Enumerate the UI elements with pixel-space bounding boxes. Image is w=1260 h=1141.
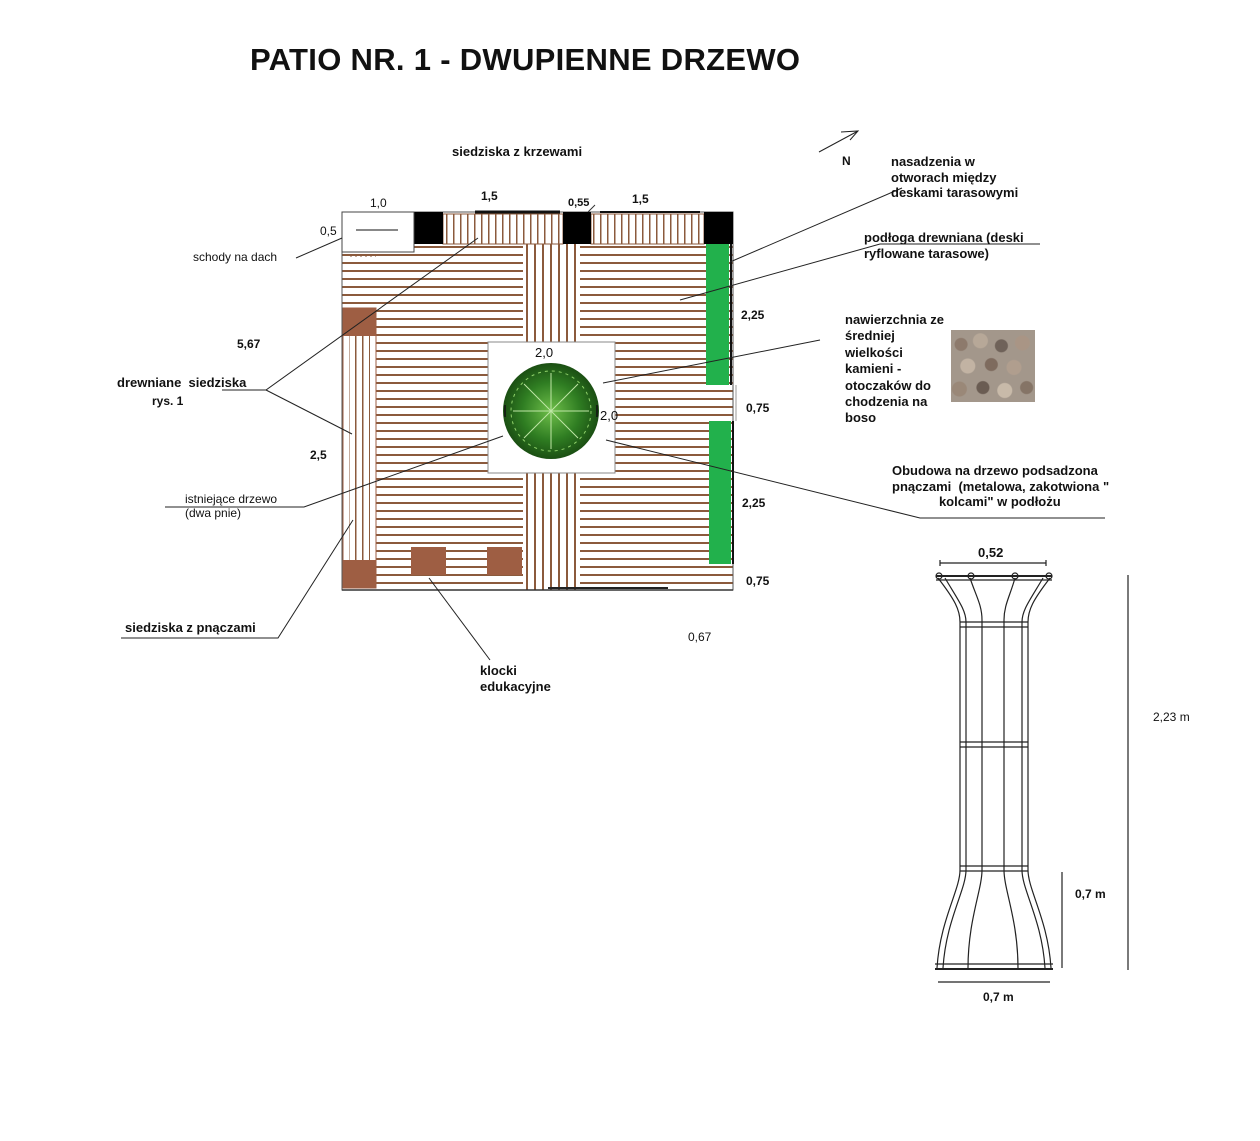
label-existing-tree: istniejące drzewo (dwa pnie): [185, 492, 278, 521]
post-2: [563, 212, 591, 244]
dim-1-0: 1,0: [370, 196, 387, 210]
frame-top-width: 0,52: [978, 545, 1004, 560]
edu-block-2: [487, 547, 522, 575]
dim-1-5-a: 1,5: [481, 189, 498, 203]
dim-0-55: 0,55: [568, 197, 590, 209]
stone-texture-sample: [951, 330, 1035, 402]
frame-base-width: 0,7 m: [983, 990, 1014, 1004]
dim-2-25-a: 2,25: [741, 308, 765, 322]
dim-2-0-right: 2,0: [600, 408, 619, 423]
dim-0-75-b: 0,75: [746, 574, 770, 588]
dim-0-67: 0,67: [688, 630, 712, 644]
dim-0-5: 0,5: [320, 224, 337, 238]
north-arrow-icon: [819, 131, 858, 152]
tree-icon: [503, 363, 599, 459]
label-wood-floor: podłoga drewniana (deski ryflowane tarasowe): [864, 230, 1024, 261]
frame-height: 2,23 m: [1153, 710, 1190, 724]
label-seats-shrubs: siedziska z krzewami: [452, 144, 583, 159]
label-tree-enclosure: Obudowa na drzewo podsadzona pnączami (metalowa, zakotwiona " kolcami" w podłożu: [892, 463, 1110, 510]
left-wooden-seat: [343, 308, 376, 588]
planting-strip-top: [706, 244, 729, 385]
label-edu-blocks: klocki edukacyjne: [480, 663, 551, 694]
page-title: PATIO NR. 1 - DWUPIENNE DRZEWO: [250, 42, 801, 77]
planting-strip-bottom: [709, 421, 731, 564]
label-seats-climbers: siedziska z pnączami: [125, 620, 256, 635]
dim-5-67: 5,67: [237, 337, 261, 351]
edu-block-1: [411, 547, 446, 575]
label-stone-surface: nawierzchnia ze średniej wielkości kamieni - otoczaków do chodzenia na boso: [845, 312, 944, 426]
label-stairs: schody na dach: [193, 250, 278, 264]
dim-0-75-a: 0,75: [746, 401, 770, 415]
post-1: [414, 212, 443, 244]
label-plantings: nasadzenia w otworach między deskami tarasowymi: [891, 154, 1019, 201]
north-label: N: [842, 154, 851, 168]
dim-2-25-b: 2,25: [742, 496, 766, 510]
roof-stairs: [342, 212, 414, 256]
tree-enclosure-frame: [935, 560, 1128, 982]
label-fig-ref: rys. 1: [152, 394, 184, 408]
dim-1-5-b: 1,5: [632, 192, 649, 206]
dim-2-0-top: 2,0: [535, 345, 554, 360]
frame-base-height: 0,7 m: [1075, 887, 1106, 901]
label-wooden-seats: drewniane siedziska: [117, 375, 247, 390]
dim-2-5: 2,5: [310, 448, 327, 462]
post-3: [704, 212, 733, 244]
